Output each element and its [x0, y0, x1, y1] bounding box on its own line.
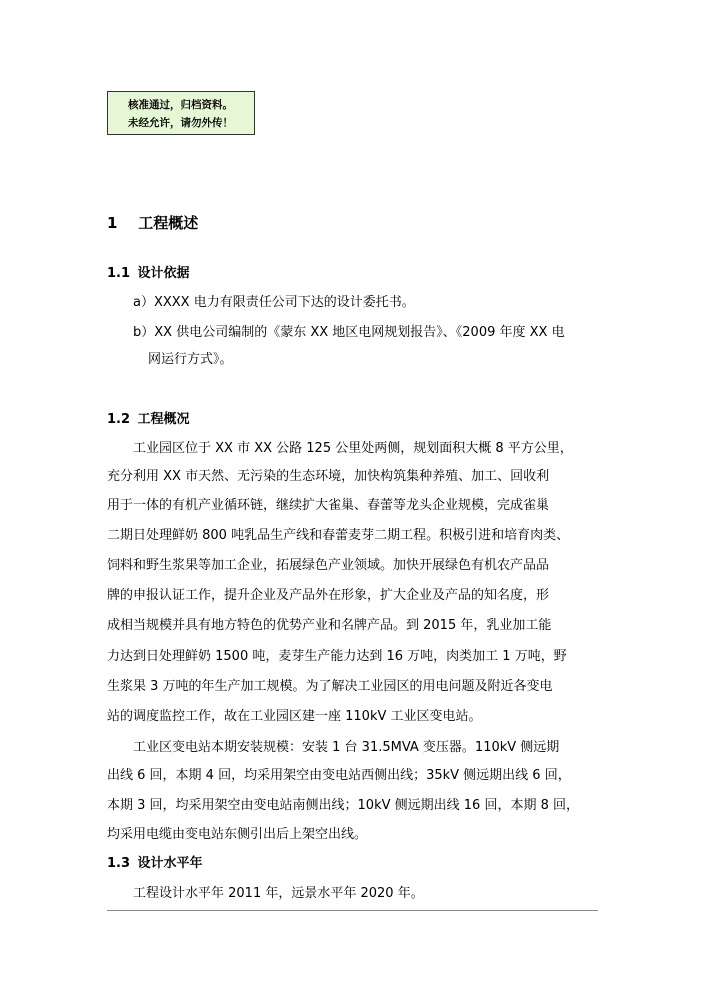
- list-item: a）XXXX 电力有限责任公司下达的设计委托书。: [133, 295, 415, 310]
- section-number: 1: [107, 214, 118, 232]
- paragraph-line: 成相当规模并具有地方特色的优势产业和名牌产品。到 2015 年，乳业加工能: [107, 618, 552, 633]
- paragraph-line: 饲料和野生浆果等加工企业，拓展绿色产业领域。加快开展绿色有机农产品品: [107, 558, 550, 573]
- paragraph-line: 出线 6 回，本期 4 回，均采用架空由变电站西侧出线；35kV 侧远期出线 6 回，: [107, 768, 571, 783]
- section-number: 1.2: [107, 412, 131, 427]
- paragraph-line: 用于一体的有机产业循环链，继续扩大雀巢、春蕾等龙头企业规模，完成雀巢: [107, 498, 550, 513]
- section-1-1-heading: [107, 262, 190, 281]
- stamp-line-2: 未经允许，请勿外传！: [128, 117, 233, 129]
- approval-stamp: [107, 91, 255, 135]
- section-1-heading: [107, 212, 198, 233]
- section-title: 工程概况: [137, 412, 190, 427]
- paragraph-line: 工业园区位于 XX 市 XX 公路 125 公里处两侧，规划面积大概 8 平方公里，: [133, 441, 573, 456]
- list-item: b）XX 供电公司编制的《蒙东 XX 地区电网规划报告》、《2009 年度 XX 电: [133, 325, 565, 340]
- section-title: 设计水平年: [137, 856, 203, 871]
- section-1-3-heading: [107, 852, 203, 871]
- paragraph-line: 牌的申报认证工作，提升企业及产品外在形象，扩大企业及产品的知名度，形: [107, 588, 550, 603]
- footer-divider: [107, 910, 598, 911]
- paragraph-line: 工程设计水平年 2011 年，远景水平年 2020 年。: [133, 886, 424, 901]
- paragraph-line: 二期日处理鲜奶 800 吨乳品生产线和春蕾麦芽二期工程。积极引进和培育肉类、: [107, 528, 570, 543]
- paragraph-line: 充分利用 XX 市天然、无污染的生态环境，加快构筑集种养殖、加工、回收利: [107, 469, 550, 484]
- paragraph-line: 站的调度监控工作，故在工业园区建一座 110kV 工业区变电站。: [107, 709, 482, 724]
- paragraph-line: 均采用电缆由变电站东侧引出后上架空出线。: [107, 827, 368, 842]
- section-number: 1.1: [107, 266, 131, 281]
- section-title: 设计依据: [137, 266, 190, 281]
- paragraph-line: 工业区变电站本期安装规模：安装 1 台 31.5MVA 变压器。110kV 侧远期: [133, 740, 560, 755]
- section-1-2-heading: [107, 408, 190, 427]
- paragraph-line: 力达到日处理鲜奶 1500 吨，麦芽生产能力达到 16 万吨，肉类加工 1 万吨，野: [107, 649, 567, 664]
- paragraph-line: 本期 3 回，均采用架空由变电站南侧出线；10kV 侧远期出线 16 回，本期 8 回，: [107, 798, 579, 813]
- stamp-line-1: 核准通过，归档资料。: [128, 99, 233, 111]
- section-number: 1.3: [107, 856, 131, 871]
- section-title: 工程概述: [138, 214, 199, 232]
- list-item-continuation: 网运行方式》。: [148, 352, 233, 367]
- paragraph-line: 生浆果 3 万吨的年生产加工规模。为了解决工业园区的用电问题及附近各变电: [107, 679, 553, 694]
